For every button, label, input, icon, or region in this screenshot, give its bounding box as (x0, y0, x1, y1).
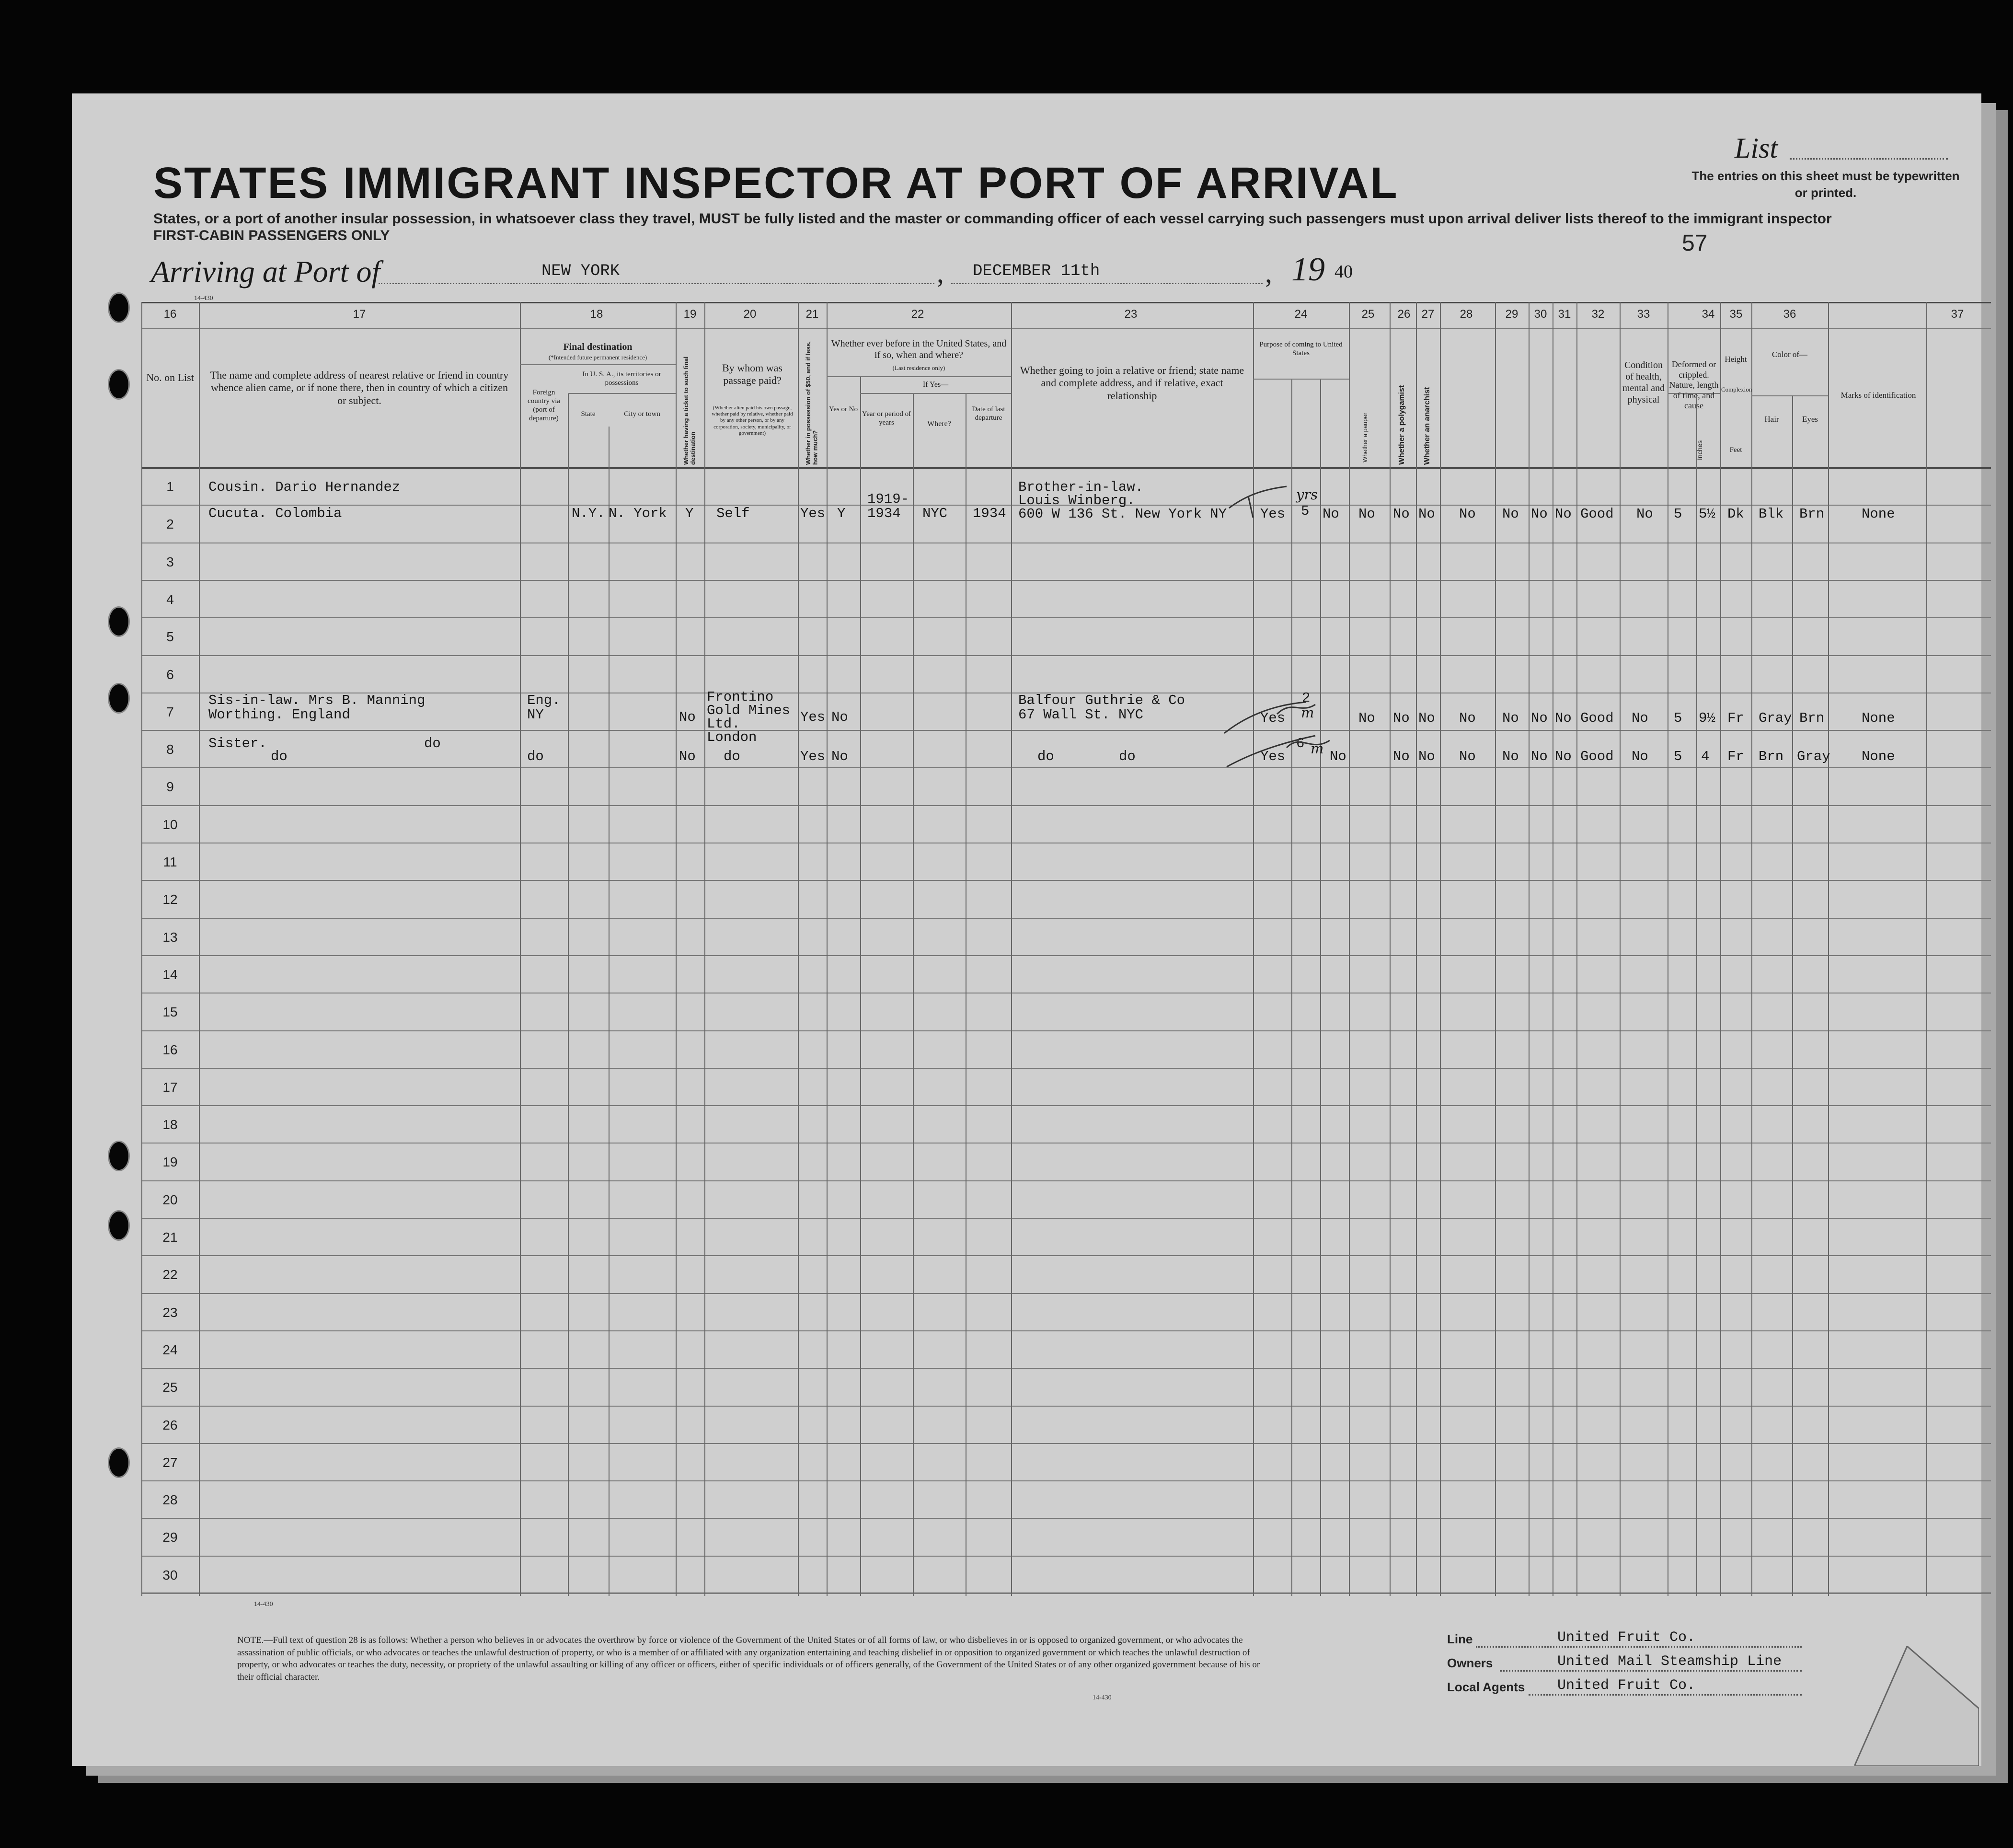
port-value: NEW YORK (541, 262, 620, 280)
col-if-yes: If Yes— (922, 381, 949, 389)
row-rule (141, 918, 1991, 919)
entry-1-joining-line1: Brother-in-law. (1018, 479, 1144, 495)
row-number: 8 (166, 742, 174, 757)
row-rule (141, 617, 1991, 618)
handwritten-annotations (1219, 474, 1392, 781)
col-date-departure: Date of last departure (972, 405, 1005, 422)
entry-4-relative-line1: Sis-in-law. Mrs B. Manning (208, 693, 426, 708)
col-rule (1751, 302, 1752, 1596)
entry-1-years-line2: 1934 (867, 506, 901, 521)
binder-hole (108, 683, 130, 714)
row-number: 29 (162, 1530, 178, 1545)
entry-4-paid-line1: Frontino (707, 689, 774, 705)
col-rule (141, 302, 142, 1596)
row-number: 10 (162, 817, 178, 832)
entry-1-c29: No (1502, 506, 1519, 522)
row-rule (141, 1180, 1991, 1181)
entry-5-ticket: No (679, 749, 696, 764)
entry-5-money: Yes (800, 749, 826, 764)
entry-4-c27: No (1418, 710, 1435, 726)
binder-hole (108, 369, 130, 400)
row-rule (141, 730, 1991, 731)
row-number: 25 (162, 1380, 178, 1395)
row-rule (141, 955, 1991, 956)
entry-4-money: Yes (800, 709, 826, 725)
col-purpose: Purpose of coming to United States (1259, 341, 1343, 357)
row-number: 21 (162, 1230, 178, 1245)
row-number: 20 (162, 1192, 178, 1207)
entry-4-c26: No (1393, 710, 1410, 726)
row-rule (141, 880, 1991, 881)
entry-1-c27: No (1418, 506, 1435, 522)
list-note: The entries on this sheet must be typewritten or printed. (1691, 169, 1960, 200)
binder-hole (108, 606, 130, 637)
list-label: List (1735, 132, 1778, 164)
column-number: 20 (743, 308, 757, 321)
entry-5-complexion: Fr (1727, 749, 1744, 764)
entry-1-ticket: Y (685, 506, 694, 521)
entry-5-feet: 5 (1674, 749, 1682, 764)
year-prefix: 19 (1291, 251, 1325, 288)
entry-4-condition: Good (1580, 710, 1614, 726)
row-number: 22 (162, 1267, 178, 1282)
entry-1-length: 5 (1301, 503, 1310, 519)
entry-1-departure: 1934 (973, 506, 1006, 521)
entry-4-c28: No (1459, 710, 1476, 726)
row-rule (141, 1068, 1991, 1069)
entry-5-joining-do2: do (1119, 749, 1136, 764)
col-city: City or town (624, 410, 660, 418)
row-rule (141, 1593, 1991, 1594)
row-rule (141, 1518, 1991, 1519)
passenger-class: FIRST-CABIN PASSENGERS ONLY (153, 228, 390, 243)
row-number: 14 (162, 967, 178, 982)
entry-1-hair: Blk (1759, 506, 1784, 522)
row-number: 15 (162, 1005, 178, 1020)
entry-5-relative-do2: do (424, 736, 441, 751)
entry-4-paid-line2: Gold Mines (707, 703, 791, 718)
entry-1-where: NYC (922, 506, 948, 521)
entry-5-eyes: Gray (1797, 749, 1830, 764)
header-subrule (1751, 395, 1828, 396)
header-subrule (860, 393, 1011, 394)
binder-hole (108, 1210, 130, 1241)
entry-4-deformed: No (1632, 710, 1648, 726)
row-rule (141, 1293, 1991, 1294)
column-number: 25 (1361, 308, 1375, 321)
entry-4-feet: 5 (1674, 710, 1682, 726)
folded-corner (1854, 1646, 1979, 1766)
entry-1-c26: No (1393, 506, 1410, 522)
comma-separator: , (937, 257, 944, 289)
row-number: 13 (162, 929, 178, 945)
col-rule (1792, 395, 1793, 1596)
col-feet (1720, 446, 1751, 454)
manifest-table (141, 302, 1991, 1596)
row-rule (141, 1255, 1991, 1256)
entry-4-marks: None (1862, 710, 1895, 726)
colnum-rule (141, 328, 1991, 329)
port-rule (379, 283, 934, 284)
row-rule (141, 1330, 1991, 1331)
col-hair: Hair (1764, 415, 1779, 424)
col-anarchist: Whether an anarchist (1423, 387, 1431, 465)
column-number: 28 (1460, 308, 1473, 321)
col-joining: Whether going to join a relative or friend; state name and complete address, and if relative, exact relationship (1020, 364, 1244, 402)
entry-4-paid-line4: London (707, 729, 757, 745)
row-number: 9 (166, 779, 174, 795)
row-number: 16 (162, 1042, 178, 1057)
col-deformed: Deformed or crippled. Nature, length of time, and cause (1669, 359, 1719, 411)
entry-4-purpose: Yes (1260, 710, 1286, 726)
column-number: 17 (353, 308, 366, 321)
entry-1-joining-line3: 600 W 136 St. New York NY (1018, 506, 1227, 522)
col-rule (798, 302, 799, 1596)
column-number: 33 (1637, 308, 1650, 321)
entry-4-complexion: Fr (1727, 710, 1744, 726)
column-number: 27 (1421, 308, 1435, 321)
entry-4-c25b: No (1358, 710, 1375, 726)
col-25-text: Whether a pauper (1361, 412, 1369, 462)
line-value: United Fruit Co. (1557, 1629, 1696, 1646)
entry-1-length-note: yrs (1296, 486, 1318, 503)
row-number: 3 (166, 554, 174, 569)
col-money: Whether in possession of $50, and if less, how much? (805, 341, 819, 465)
table-top-rule (141, 302, 1991, 303)
col-rule (1440, 302, 1441, 1596)
row-rule (141, 1368, 1991, 1369)
entry-1-city: N. York (609, 506, 667, 521)
row-rule (141, 580, 1991, 581)
col-rule (1828, 302, 1829, 1596)
row-number: 18 (162, 1117, 178, 1132)
line-label: Line (1447, 1632, 1473, 1646)
col-height: Height (1725, 355, 1747, 364)
entry-4-joining-line1: Balfour Guthrie & Co (1018, 693, 1185, 708)
column-number: 22 (911, 308, 924, 321)
entry-1-c31: No (1555, 506, 1572, 522)
column-number: 32 (1591, 308, 1605, 321)
entry-5-purpose: Yes (1260, 749, 1286, 764)
entry-5-c28: No (1459, 749, 1476, 764)
col-rule (676, 302, 677, 1596)
header-subrule (520, 364, 676, 365)
instructions-line: States, or a port of another insular possession, in whatsoever class they travel, MUST be fully listed and the master or commanding officer of each vessel carrying such passengers must upon arrival deliver lists thereof to the immigrant inspector (153, 211, 1832, 227)
entry-5-c31: No (1555, 749, 1572, 764)
column-number: 31 (1558, 308, 1571, 321)
row-rule (141, 1556, 1991, 1557)
col-color-of: Color of— (1771, 350, 1808, 359)
entry-5-before: No (831, 749, 848, 764)
entry-1-deformed: No (1636, 506, 1653, 522)
col-rule (1576, 302, 1577, 1596)
row-number: 24 (162, 1342, 178, 1357)
row-rule (141, 1480, 1991, 1481)
row-number: 6 (166, 667, 174, 682)
entry-1-purpose: Yes (1260, 506, 1286, 522)
comma-separator-2: , (1265, 257, 1272, 289)
col-rule (827, 302, 828, 1596)
entry-4-paid-line3: Ltd. (707, 716, 740, 732)
entry-4-ticket: No (679, 709, 696, 725)
col-rule (913, 393, 914, 1596)
column-number: 37 (1951, 308, 1964, 321)
entry-5-inches: 4 (1701, 749, 1710, 764)
entry-4-joining-line2: 67 Wall St. NYC (1018, 707, 1144, 723)
form-code: 14-430 (194, 295, 213, 302)
entry-5-c30: No (1531, 749, 1548, 764)
entry-1-eyes: Brn (1799, 506, 1825, 522)
entry-4-foreign-line1: Eng. (527, 693, 561, 708)
col-final-destination: Final destination (563, 342, 633, 352)
arriving-label: Arriving at Port of (151, 254, 380, 289)
entry-5-c26: No (1393, 749, 1410, 764)
col-rule (609, 427, 610, 1596)
col-state: State (581, 410, 596, 418)
entry-1-relative-line2: Cucuta. Colombia (208, 506, 342, 521)
binder-hole (108, 1447, 130, 1478)
entry-1-feet: 5 (1674, 506, 1682, 522)
entry-1-relative-line1: Cousin. Dario Hernandez (208, 479, 401, 495)
col-foreign-country: Foreign country via (port of departure) (528, 389, 560, 422)
entry-4-c29: No (1502, 710, 1519, 726)
entry-5-marks: None (1862, 749, 1895, 764)
form-code-note: 14-430 (1093, 1694, 1112, 1701)
binder-hole (108, 1141, 130, 1171)
row-number: 12 (162, 892, 178, 907)
col-complexion: Complexion (1721, 386, 1752, 393)
entry-5-joining-do1: do (1037, 749, 1054, 764)
entry-1-marks: None (1862, 506, 1895, 522)
entry-5-c29: No (1502, 749, 1519, 764)
column-number: 34 (1702, 308, 1715, 321)
entry-4-c30: No (1531, 710, 1548, 726)
entry-5-length-unit: m (1311, 740, 1324, 757)
entry-5-deformed: No (1632, 749, 1648, 764)
entry-5-c25b: No (1330, 749, 1346, 764)
column-number: 36 (1783, 308, 1796, 321)
row-rule (141, 1443, 1991, 1444)
col-where: Where? (927, 420, 951, 428)
col-feet-label: Feet (1729, 446, 1742, 454)
entry-1-c25b: No (1358, 506, 1375, 522)
col-in-usa: In U. S. A., its territories or possessions (582, 370, 661, 387)
col-marks: Marks of identification (1840, 391, 1916, 400)
col-rule (1696, 393, 1697, 1596)
row-number: 17 (162, 1079, 178, 1095)
col-before-us-note: (Last residence only) (892, 364, 945, 371)
list-number: 57 (1682, 231, 1708, 256)
agents-rule (1529, 1694, 1802, 1696)
col-rule (1720, 302, 1721, 1596)
date-value: DECEMBER 11th (973, 262, 1100, 280)
column-number: 30 (1534, 308, 1547, 321)
column-number: 26 (1397, 308, 1411, 321)
row-number: 1 (166, 479, 174, 494)
row-number: 30 (162, 1567, 178, 1582)
entry-4-inches: 9½ (1699, 710, 1715, 726)
entry-1-state: N.Y. (572, 506, 605, 521)
footnote: NOTE.—Full text of question 28 is as follows: Whether a person who believes in or advocates the overthrow by force or violence of the Government of the United States or of all forms of law, or who disbelieves in or is opposed to organized government, or who advocates the assassination of public officials, or who advocates or teaches the unlawful destruction of property, or who is a member of or affiliated with any organization entertaining and teaching disbelief in or opposition to organized government or which teaches the unlawful destruction of property, or who advocates or teaches the duty, necessity, or propriety of the unlawful assaulting or killing of any officer or officers, either of specific individuals or of officers generally, of the Government of the United States or of any other organized government because of his or their official character. (237, 1635, 1260, 1682)
row-number: 5 (166, 629, 174, 645)
year-suffix: 40 (1334, 262, 1353, 282)
row-number: 28 (162, 1492, 178, 1508)
form-code-bottom: 14-430 (254, 1601, 273, 1608)
col-rule (1011, 302, 1012, 1596)
agents-label: Local Agents (1447, 1680, 1525, 1694)
col-rule (1529, 302, 1530, 1596)
header-subrule (1253, 379, 1349, 380)
col-rule (520, 302, 521, 1596)
owners-value: United Mail Steamship Line (1557, 1653, 1782, 1670)
agents-value: United Fruit Co. (1557, 1677, 1696, 1694)
entry-1-before: Y (837, 506, 846, 521)
col-final-destination-note: (*Intended future permanent residence) (548, 354, 647, 361)
col-rule (1620, 302, 1621, 1596)
column-number: 18 (590, 308, 603, 321)
header-subrule (827, 376, 1011, 377)
entry-1-inches: 5½ (1699, 506, 1715, 522)
page-title: STATES IMMIGRANT INSPECTOR AT PORT OF ARRIVAL (153, 159, 1399, 208)
col-rule (1416, 302, 1417, 1596)
col-yes-no: Yes or No (828, 405, 858, 413)
col-rule (1926, 302, 1927, 1596)
entry-5-condition: Good (1580, 749, 1614, 764)
entry-5-paid-by: do (724, 749, 740, 764)
entry-1-condition: Good (1580, 506, 1614, 522)
row-rule (141, 655, 1991, 656)
entry-5-hair: Brn (1759, 749, 1784, 764)
column-number: 19 (683, 308, 697, 321)
col-passage-paid: By whom was passage paid? (722, 362, 782, 387)
entry-1-paid-by: Self (716, 506, 750, 521)
col-years: Year or period of years (862, 410, 911, 427)
entry-1-years-line1: 1919- (867, 491, 909, 507)
binder-hole (108, 292, 130, 323)
entry-5-length: 6 (1296, 736, 1305, 751)
column-number: 16 (163, 308, 177, 321)
entry-1-money: Yes (800, 506, 826, 521)
header-subrule (568, 393, 676, 394)
row-rule (141, 1218, 1991, 1219)
col-passage-note: (Whether alien paid his own passage, whether paid by relative, whether paid by any other person, or by any corporation, society, municipality, or government) (712, 405, 793, 436)
header-bottom-rule (141, 467, 1991, 469)
row-number: 26 (162, 1417, 178, 1432)
entry-4-relative-line2: Worthing. England (208, 707, 350, 723)
row-number: 27 (162, 1455, 178, 1470)
entry-4-length-unit: m (1301, 705, 1314, 721)
entry-1-c25: No (1323, 506, 1339, 522)
entry-4-eyes: Brn (1799, 710, 1825, 726)
owners-label: Owners (1447, 1656, 1493, 1670)
date-rule (951, 283, 1263, 284)
entry-4-before: No (831, 709, 848, 725)
entry-4-c31: No (1555, 710, 1572, 726)
entry-4-foreign-line2: NY (527, 707, 544, 723)
owners-rule (1500, 1670, 1802, 1672)
col-eyes: Eyes (1802, 415, 1818, 424)
entry-4-length: 2 (1302, 690, 1311, 706)
row-number: 19 (162, 1155, 178, 1170)
col-before-us: Whether ever before in the United States, and if so, when and where? (831, 338, 1007, 360)
col-inches: Inches (1696, 440, 1703, 460)
col-polygamist: Whether a polygamist (1398, 385, 1406, 465)
col-ticket: Whether having a ticket to such final destination (682, 356, 697, 465)
row-number: 7 (166, 704, 174, 719)
entry-4-hair: Gray (1759, 710, 1792, 726)
column-number: 23 (1124, 308, 1138, 321)
entry-1-c30: No (1531, 506, 1548, 522)
column-number: 21 (805, 308, 819, 321)
entry-5-relative-line1: Sister. (208, 736, 267, 751)
col-rule (199, 302, 200, 1596)
list-rule (1790, 158, 1948, 160)
row-rule (141, 805, 1991, 806)
row-rule (141, 1105, 1991, 1106)
line-rule (1476, 1646, 1802, 1648)
column-number: 29 (1505, 308, 1518, 321)
entry-1-joining-line2: Louis Winberg. (1018, 493, 1135, 508)
column-number: 35 (1729, 308, 1743, 321)
col-rule (568, 393, 569, 1596)
col-rule (860, 376, 861, 1596)
row-number: 4 (166, 591, 174, 607)
entry-1-complexion: Dk (1727, 506, 1744, 522)
row-number: 11 (163, 855, 177, 869)
row-number: 23 (162, 1305, 178, 1320)
col-no-on-list: No. on List (146, 371, 194, 383)
row-number: 2 (166, 517, 174, 532)
entry-5-c27: No (1418, 749, 1435, 764)
manifest-sheet (72, 93, 1981, 1766)
entry-5-relative-do1: do (271, 749, 288, 764)
row-rule (141, 1406, 1991, 1407)
entry-5-foreign: do (527, 749, 544, 764)
col-relative-abroad: The name and complete address of nearest relative or friend in country whence alien came, or if none there, then in country of which a citizen or subject. (210, 369, 509, 406)
col-rule (704, 302, 705, 1596)
column-number: 24 (1294, 308, 1308, 321)
col-rule (1495, 302, 1496, 1596)
entry-1-c28: No (1459, 506, 1476, 522)
col-condition: Condition of health, mental and physical (1622, 360, 1665, 405)
row-rule (141, 1030, 1991, 1031)
row-rule (141, 767, 1991, 768)
